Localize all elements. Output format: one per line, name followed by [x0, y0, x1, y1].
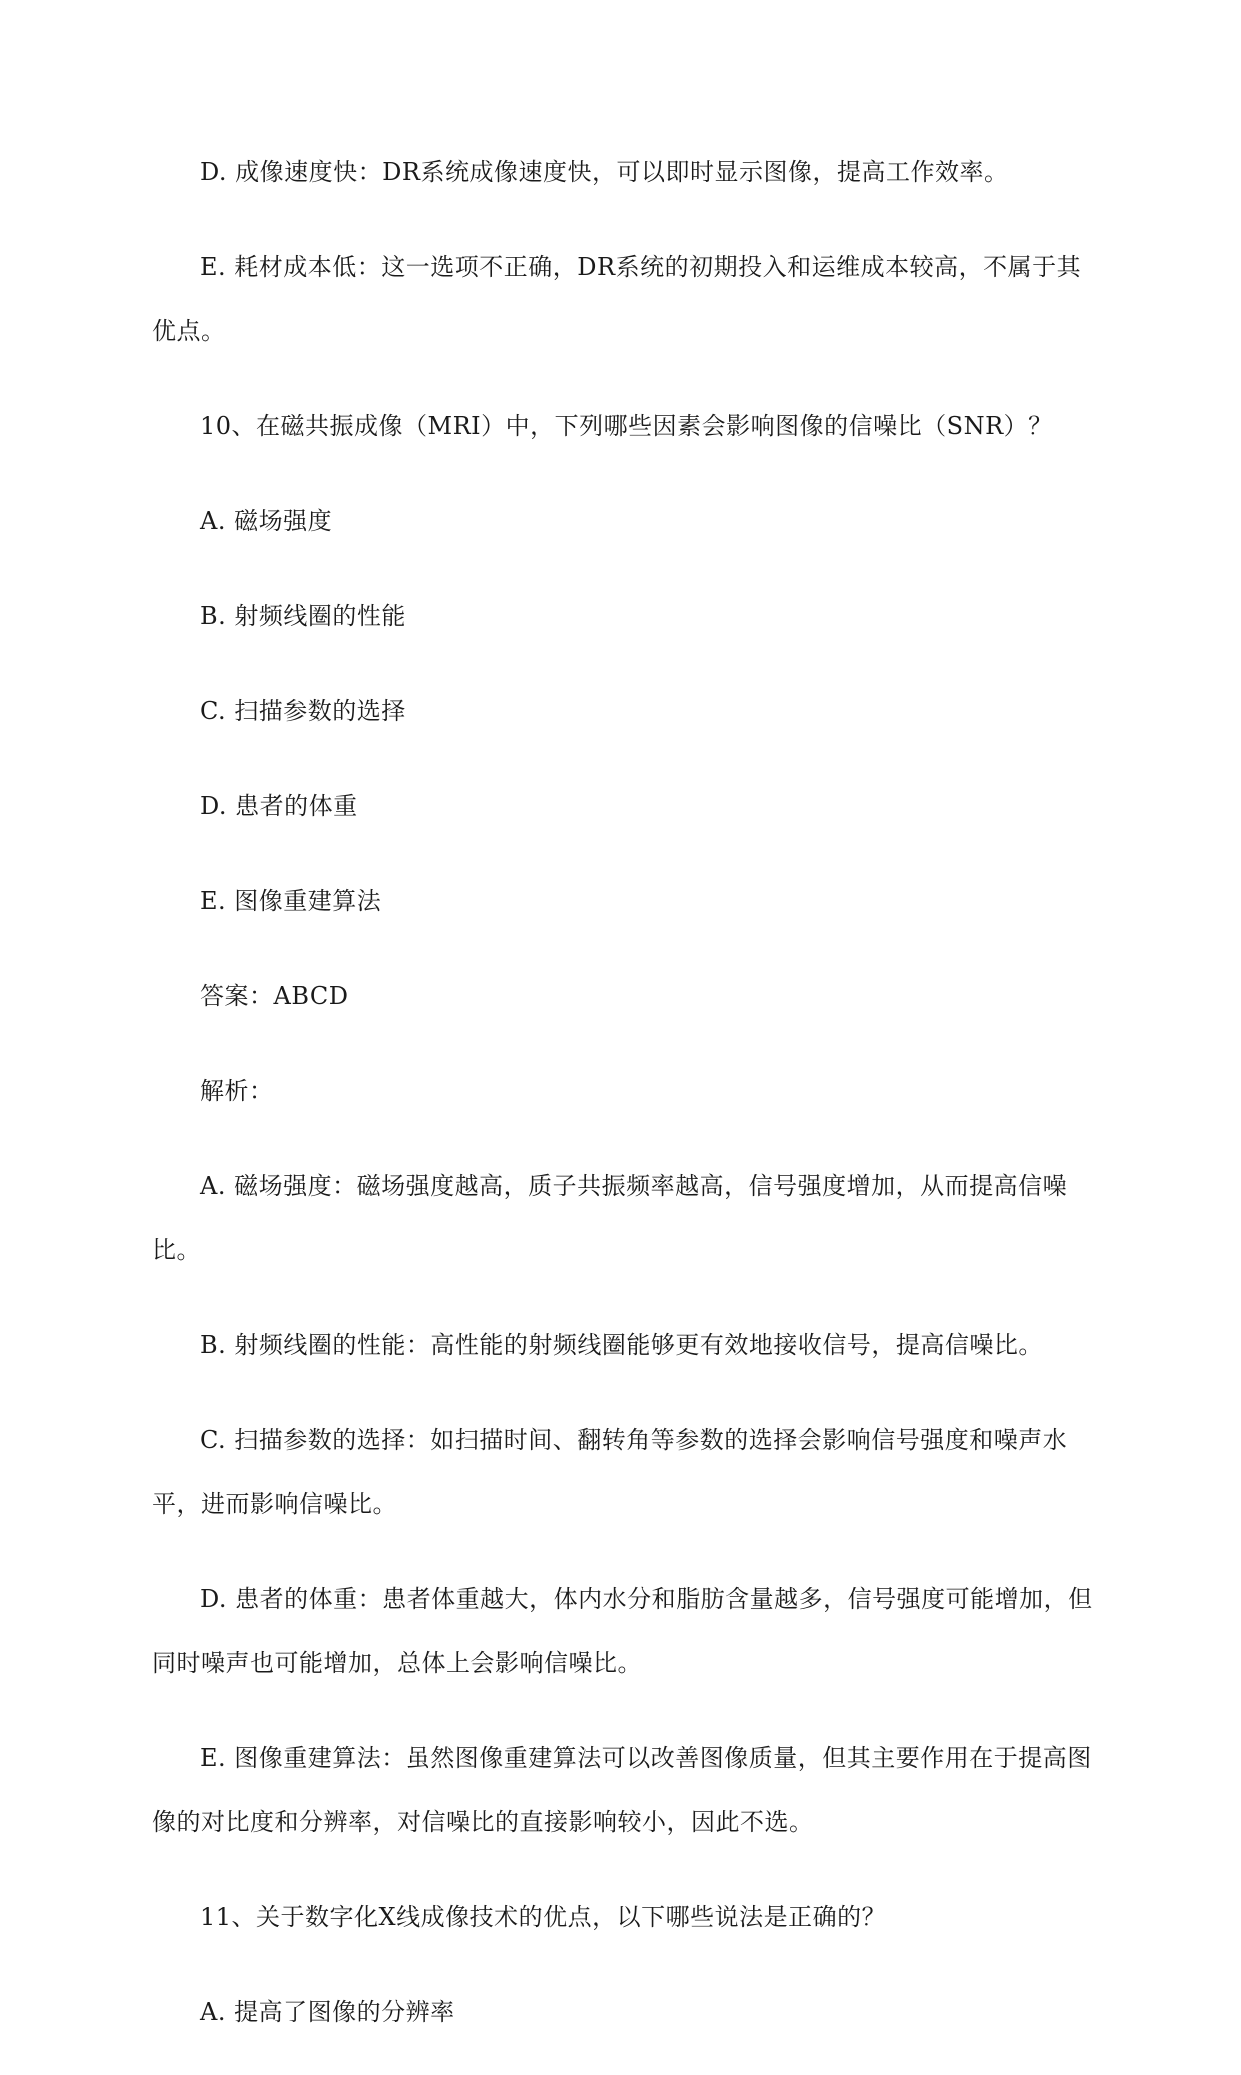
analysis-e: E. 图像重建算法：虽然图像重建算法可以改善图像质量，但其主要作用在于提高图像的对比度和分辨率，对信噪比的直接影响较小，因此不选。 [152, 1744, 1092, 1836]
analysis-e-consumable-cost: E. 耗材成本低：这一选项不正确，DR系统的初期投入和运维成本较高，不属于其优点。 [152, 253, 1082, 345]
option-b: B. 射频线圈的性能 [200, 602, 406, 630]
question-11: 11、关于数字化X线成像技术的优点，以下哪些说法是正确的？ [200, 1903, 887, 1931]
question-10: 10、在磁共振成像（MRI）中，下列哪些因素会影响图像的信噪比（SNR）？ [200, 412, 1053, 440]
analysis-a: A. 磁场强度：磁场强度越高，质子共振频率越高，信号强度增加，从而提高信噪比。 [152, 1172, 1068, 1264]
option-a: A. 磁场强度 [200, 507, 333, 535]
analysis-heading: 解析： [200, 1077, 274, 1105]
analysis-d: D. 患者的体重：患者体重越大，体内水分和脂肪含量越多，信号强度可能增加，但同时噪声也可能增加，总体上会影响信噪比。 [152, 1585, 1093, 1677]
analysis-d-imaging-speed: D. 成像速度快：DR系统成像速度快，可以即时显示图像，提高工作效率。 [200, 158, 1009, 186]
option-e: E. 图像重建算法 [200, 887, 382, 915]
analysis-c: C. 扫描参数的选择：如扫描时间、翻转角等参数的选择会影响信号强度和噪声水平，进而影响信噪比。 [152, 1426, 1068, 1518]
question-11-option-a: A. 提高了图像的分辨率 [200, 1998, 455, 2026]
option-d: D. 患者的体重 [200, 792, 358, 820]
analysis-b: B. 射频线圈的性能：高性能的射频线圈能够更有效地接收信号，提高信噪比。 [200, 1331, 1043, 1359]
document-body [152, 140, 1097, 2075]
answer: 答案：ABCD [200, 982, 349, 1010]
option-c: C. 扫描参数的选择 [200, 697, 406, 725]
